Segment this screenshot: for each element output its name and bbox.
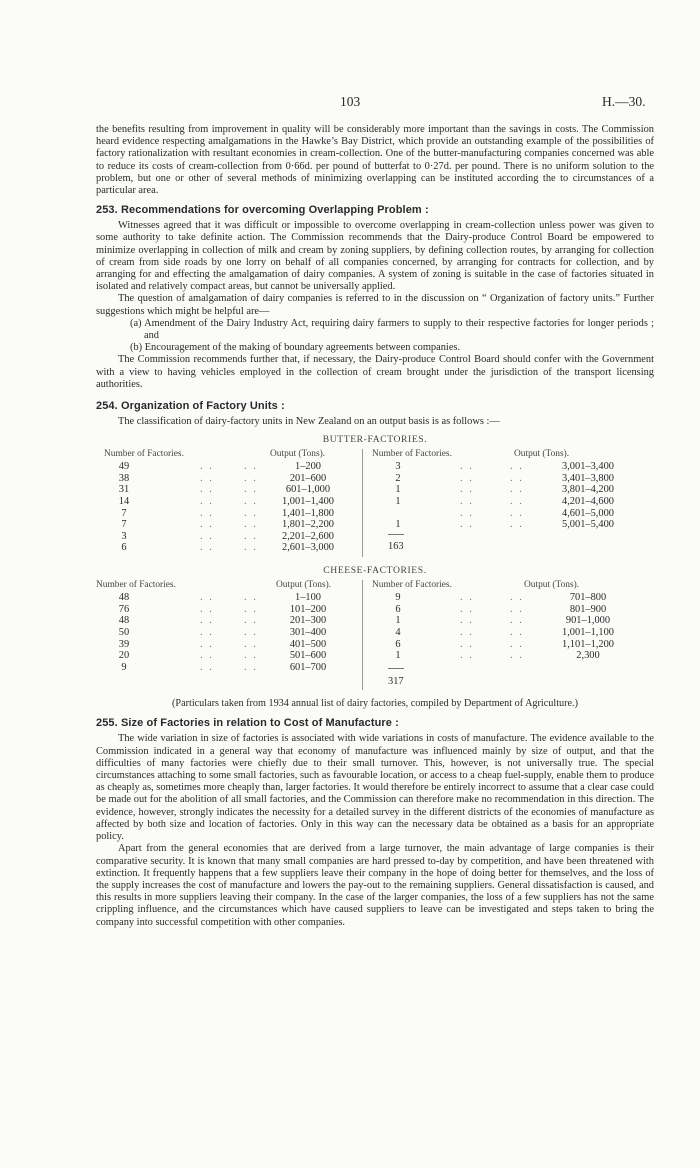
factory-count: 14 — [118, 496, 130, 508]
factory-count: 1 — [395, 650, 401, 662]
leader-dots: . . — [200, 661, 214, 673]
table-row — [96, 662, 358, 674]
section-254-paragraph-1: The classification of dairy-factory units in New Zealand on an output basis is as follows :— — [118, 416, 500, 428]
table-row — [364, 615, 654, 627]
table-row — [364, 461, 654, 473]
leader-dots: . . — [244, 542, 258, 554]
leader-dots: . . — [510, 650, 524, 662]
output-range: 1–200 — [295, 461, 321, 473]
section-253-paragraph-3: The Commission recommends further that, if necessary, the Dairy-produce Control Board should confer with the Government with a view to having vehicles employed in the collection of cream brought under the jurisdiction of the transport licensing authorities. — [96, 354, 654, 390]
factory-count: 50 — [118, 627, 130, 639]
column-header-number: Number of Factories. — [104, 449, 184, 460]
leader-dots: . . — [244, 496, 258, 508]
leader-dots: . . — [460, 461, 474, 473]
table-row — [364, 627, 654, 639]
output-range: 901–1,000 — [565, 615, 611, 627]
leader-dots: . . — [460, 638, 474, 650]
leader-dots: . . — [200, 519, 214, 531]
table-row — [96, 484, 358, 496]
page-number: 103 — [340, 94, 361, 109]
factory-count: 49 — [118, 461, 130, 473]
table-row — [96, 531, 358, 543]
leader-dots: . . — [200, 472, 214, 484]
leader-dots: . . — [510, 603, 524, 615]
output-range: 1,001–1,100 — [562, 627, 614, 639]
table-row — [364, 519, 654, 531]
leader-dots: . . — [460, 507, 474, 519]
leader-dots: . . — [460, 496, 474, 508]
factory-count: 3 — [121, 530, 127, 542]
leader-dots: . . — [244, 650, 258, 662]
leader-dots: . . — [200, 542, 214, 554]
factory-count: 9 — [395, 592, 401, 604]
section-253-item-b: (b) Encouragement of the making of boundary agreements between companies. — [130, 342, 461, 354]
leader-dots: . . — [200, 615, 214, 627]
leader-dots: . . — [460, 519, 474, 531]
leader-dots: . . — [244, 627, 258, 639]
output-range: 4,201–4,600 — [562, 496, 614, 508]
leader-dots: . . — [200, 484, 214, 496]
table-row — [96, 508, 358, 520]
factory-count: 39 — [118, 638, 130, 650]
section-253-paragraph-2: The question of amalgamation of dairy companies is referred to in the discussion on “ Organization of factory units.” Further suggestions which might be helpful are— — [96, 293, 654, 317]
leader-dots: . . — [510, 484, 524, 496]
section-255-paragraph-1: The wide variation in size of factories is associated with wide variations in costs of manufacture. The evidence available to the Commission indicated in a general way that economy of manufacture was influenced mainly by size of output, and that the difficulties of many factories were chiefly due to their small turnover. This, however, is not universally true. The special circumstances attaching to some small factories, such as favourable location, or access to a cheap fuel-supply, enable them to produce as cheaply as, sometimes more cheaply than, larger factories. It would therefore be entirely incorrect to assume that a clear case could be made out for the abolition of all small factories, and the Commission can therefore make no recommendation in this direction. The evidence, however, strongly indicates the necessity for a detailed survey in the different districts of the economies of manufacture as affected by both size and location of factories. Only in this way can the necessary data be obtained as a basis for an appropriate policy. — [96, 733, 654, 843]
leader-dots: . . — [510, 461, 524, 473]
leader-dots: . . — [510, 519, 524, 531]
output-range: 101–200 — [289, 603, 327, 615]
column-header-number: Number of Factories. — [372, 580, 452, 591]
leader-dots: . . — [460, 603, 474, 615]
page-header — [0, 94, 700, 114]
output-range: 201–300 — [289, 615, 327, 627]
factory-count: 4 — [395, 627, 401, 639]
output-range: 1,001–1,400 — [282, 496, 334, 508]
table-row — [96, 542, 358, 554]
output-range: 1–100 — [295, 592, 321, 604]
leader-dots: . . — [460, 615, 474, 627]
factory-count: 48 — [118, 615, 130, 627]
table-row — [364, 604, 654, 616]
leader-dots: . . — [200, 461, 214, 473]
table-row — [96, 650, 358, 662]
table-row — [364, 639, 654, 651]
leader-dots: . . — [510, 592, 524, 604]
table-row — [96, 615, 358, 627]
output-range: 3,001–3,400 — [562, 461, 614, 473]
output-range: 2,201–2,600 — [282, 530, 334, 542]
leader-dots: . . — [460, 592, 474, 604]
output-range: 1,801–2,200 — [282, 519, 334, 531]
table-row — [364, 592, 654, 604]
leader-dots: . . — [244, 530, 258, 542]
page-body — [96, 124, 654, 929]
output-range: 501–600 — [289, 650, 327, 662]
table-row — [364, 473, 654, 485]
table-row — [364, 508, 654, 520]
factory-count: 6 — [395, 638, 401, 650]
factory-count: 3 — [395, 461, 401, 473]
factory-count: 76 — [118, 603, 130, 615]
output-range: 4,601–5,000 — [562, 507, 614, 519]
section-255-heading: 255. Size of Factories in relation to Cost of Manufacture : — [96, 717, 399, 730]
butter-factories-caption: BUTTER-FACTORIES. — [322, 434, 428, 446]
output-range: 3,401–3,800 — [562, 472, 614, 484]
section-253-item-a: (a) Amendment of the Dairy Industry Act, requiring dairy farmers to supply to their respective factories for longer periods ; and — [130, 317, 654, 342]
leader-dots: . . — [244, 461, 258, 473]
table-row — [96, 627, 358, 639]
factory-count: 1 — [395, 519, 401, 531]
output-range: 201–600 — [289, 472, 327, 484]
table-row — [96, 473, 358, 485]
table-row — [96, 639, 358, 651]
cheese-right-rows — [364, 592, 654, 662]
factory-count: 1 — [395, 496, 401, 508]
factory-count: 7 — [121, 507, 127, 519]
column-header-number: Number of Factories. — [372, 449, 452, 460]
leader-dots: . . — [510, 638, 524, 650]
section-253-heading: 253. Recommendations for overcoming Overlapping Problem : — [96, 204, 429, 217]
leader-dots: . . — [460, 650, 474, 662]
leader-dots: . . — [244, 519, 258, 531]
total-rule — [388, 534, 404, 535]
leader-dots: . . — [200, 603, 214, 615]
leader-dots: . . — [200, 650, 214, 662]
output-range: 701–800 — [569, 592, 607, 604]
leader-dots: . . — [200, 638, 214, 650]
leader-dots: . . — [460, 472, 474, 484]
leader-dots: . . — [200, 507, 214, 519]
factory-count: 38 — [118, 472, 130, 484]
cheese-factories-table — [96, 580, 654, 694]
factory-count: 20 — [118, 650, 130, 662]
factory-count: 1 — [395, 484, 401, 496]
output-range: 801–900 — [569, 603, 607, 615]
output-range: 601–1,000 — [285, 484, 331, 496]
factory-count: 48 — [118, 592, 130, 604]
factory-count: 7 — [121, 519, 127, 531]
leader-dots: . . — [510, 496, 524, 508]
section-253-paragraph-1: Witnesses agreed that it was difficult or impossible to overcome overlapping in cream-collection unless power was given to some authority to take definite action. The Commission recommends that the Dairy-produce Control Board be empowered to minimize overlapping in collection of milk and cream by zoning suppliers, by defining collection routes, by arranging for collection of cream from side roads by one lorry on behalf of all companies concerned, by arranging for contracts for collection, and by arranging for and effecting the amalgamation of dairy companies. A system of zoning is suitable in the case of factories situated in isolated and relatively compact areas, but cannot be universally applied. — [96, 220, 654, 293]
butter-left-rows — [96, 461, 358, 554]
document-reference: H.—30. — [602, 94, 646, 109]
leader-dots: . . — [200, 592, 214, 604]
factory-count: 6 — [121, 542, 127, 554]
factory-count: 9 — [121, 661, 127, 673]
table-source-note: (Particulars taken from 1934 annual list of dairy factories, compiled by Department of Agriculture.) — [172, 698, 578, 710]
leader-dots: . . — [510, 615, 524, 627]
leader-dots: . . — [200, 627, 214, 639]
output-range: 601–700 — [289, 661, 327, 673]
cheese-factories-caption: CHEESE-FACTORIES. — [323, 565, 427, 577]
table-row — [364, 484, 654, 496]
cheese-total: 317 — [388, 676, 404, 688]
table-row — [96, 496, 358, 508]
intro-paragraph: the benefits resulting from improvement in quality will be considerably more important than the savings in costs. The Commission heard evidence respecting amalgamations in the Hawke’s Bay District, which provide an outstanding example of the possibilities of factory rationalization with resultant economies in cream-collection. One of the butter-manufacturing companies concerned was able to reduce its costs of cream-collection from 0·66d. per pound of butterfat to 0·27d. per pound. There is no uniform solution to the problem, but one or other of several methods of minimizing overlapping can be instituted according the to circumstances of a particular area. — [96, 124, 654, 197]
leader-dots: . . — [460, 484, 474, 496]
factory-count: 2 — [395, 472, 401, 484]
leader-dots: . . — [244, 484, 258, 496]
output-range: 401–500 — [289, 638, 327, 650]
column-header-output: Output (Tons). — [276, 580, 332, 591]
table-row — [96, 461, 358, 473]
butter-factories-table — [96, 449, 654, 559]
leader-dots: . . — [510, 507, 524, 519]
cheese-left-rows — [96, 592, 358, 673]
leader-dots: . . — [244, 638, 258, 650]
section-255-paragraph-2: Apart from the general economies that are derived from a large turnover, the main advantage of large companies is their comparative security. It is known that many small companies are hard pressed to-day by competition, and have been threatened with extinction. It frequently happens that a few suppliers leave their company in the hope of doing better for themselves, and the loss of the supply increases the cost of manufacture and lowers the pay-out to the remaining suppliers. General dissatisfaction is caused, and this results in more suppliers leaving their company. In the case of the larger companies, the loss of a few suppliers has not the same crippling influence, and the circumstances which have caused suppliers to leave can be investigated and steps taken to bring the company into successful competition with other companies. — [96, 843, 654, 928]
butter-total: 163 — [388, 541, 404, 553]
table-row — [96, 592, 358, 604]
leader-dots: . . — [244, 592, 258, 604]
leader-dots: . . — [200, 530, 214, 542]
leader-dots: . . — [460, 627, 474, 639]
factory-count: 6 — [395, 603, 401, 615]
leader-dots: . . — [200, 496, 214, 508]
leader-dots: . . — [244, 472, 258, 484]
factory-count: 1 — [395, 615, 401, 627]
column-header-number: Number of Factories. — [96, 580, 176, 591]
leader-dots: . . — [244, 615, 258, 627]
leader-dots: . . — [244, 603, 258, 615]
output-range: 5,001–5,400 — [562, 519, 614, 531]
column-divider — [362, 449, 363, 557]
output-range: 301–400 — [289, 627, 327, 639]
output-range: 1,401–1,800 — [282, 507, 334, 519]
table-row — [96, 604, 358, 616]
column-divider — [362, 580, 363, 690]
column-header-output: Output (Tons). — [514, 449, 570, 460]
column-header-output: Output (Tons). — [524, 580, 580, 591]
table-row — [364, 496, 654, 508]
total-rule — [388, 668, 404, 669]
output-range: 2,300 — [576, 650, 600, 662]
output-range: 1,101–1,200 — [562, 638, 614, 650]
factory-count: 31 — [118, 484, 130, 496]
table-row — [364, 650, 654, 662]
butter-right-rows — [364, 461, 654, 531]
output-range: 3,801–4,200 — [562, 484, 614, 496]
column-header-output: Output (Tons). — [270, 449, 326, 460]
output-range: 2,601–3,000 — [282, 542, 334, 554]
leader-dots: . . — [510, 472, 524, 484]
leader-dots: . . — [244, 661, 258, 673]
leader-dots: . . — [244, 507, 258, 519]
table-row — [96, 519, 358, 531]
leader-dots: . . — [510, 627, 524, 639]
section-254-heading: 254. Organization of Factory Units : — [96, 400, 285, 413]
